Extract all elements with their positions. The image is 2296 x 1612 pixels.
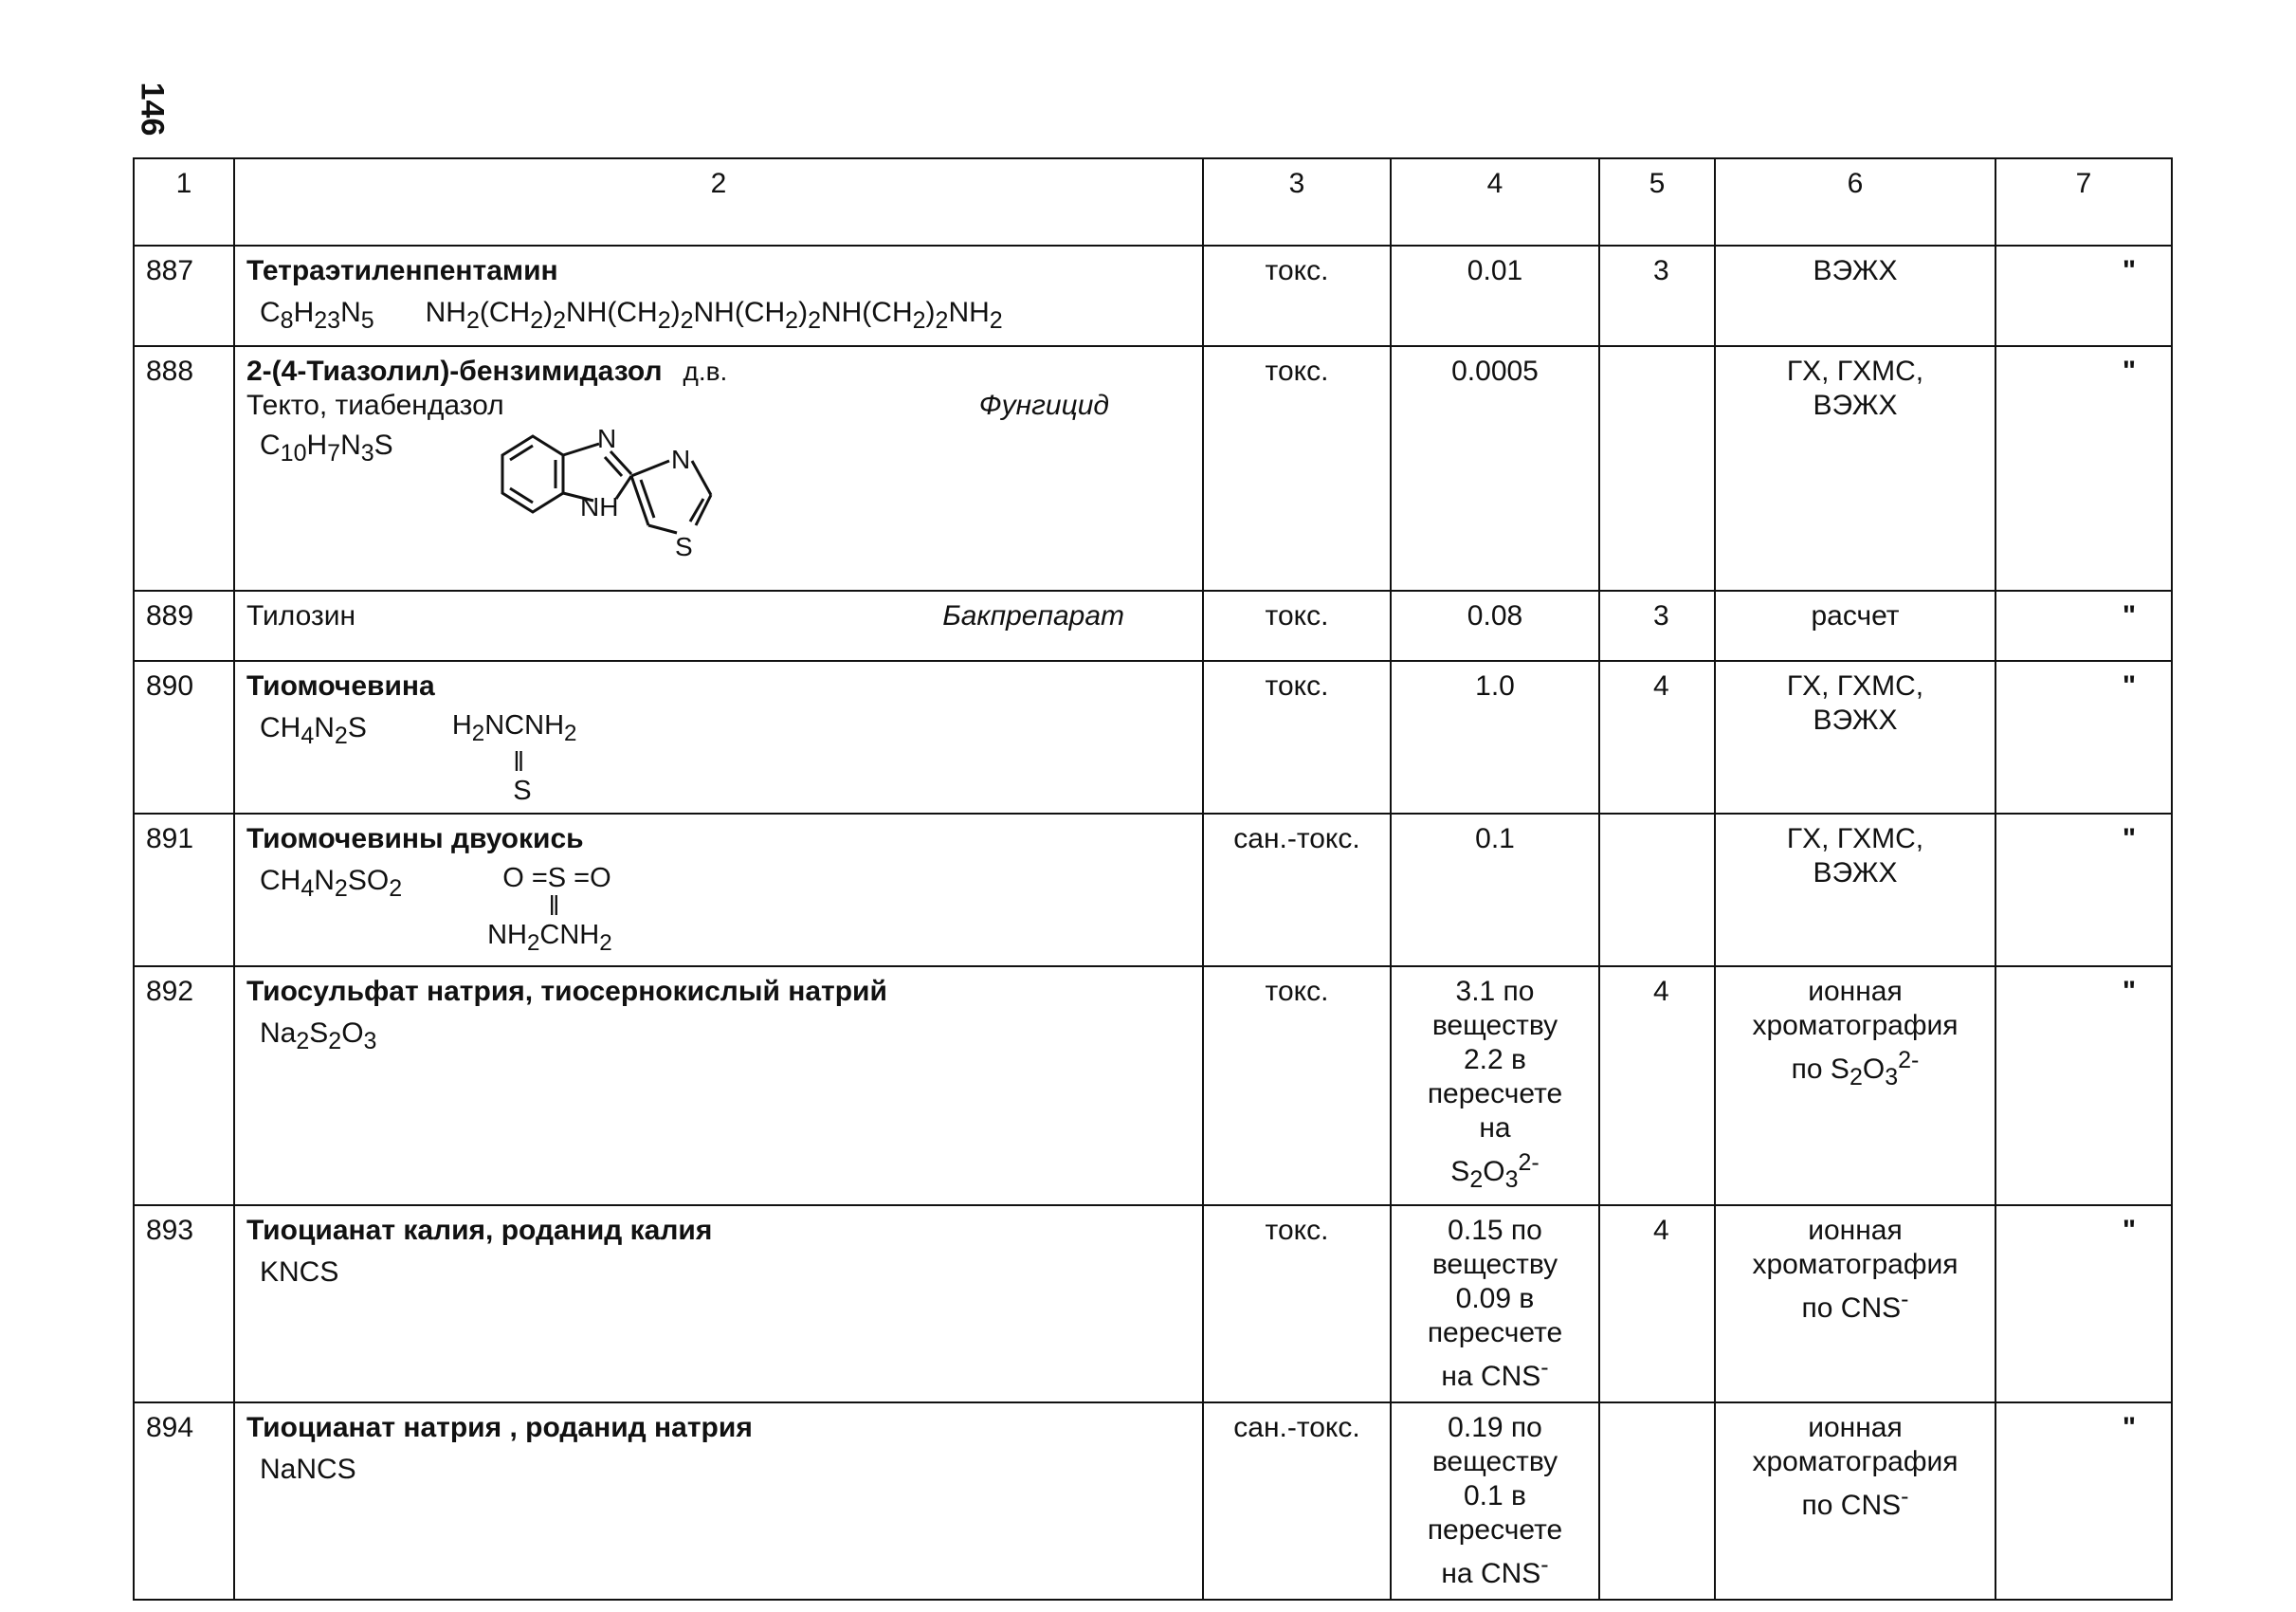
substance-name: 2-(4-Тиазолил)-бензимидазол [246,356,663,387]
substance-cell [234,661,1203,814]
class-cell: 4 [1599,661,1715,814]
class-cell: 4 [1599,966,1715,1205]
structural-formula: $NH_2(CH_2)_2NH(CH_2)_2NH(CH_2)_2NH(CH_2)_2NH_2$ [425,297,1003,334]
table-header-row [134,158,2172,246]
row-number: 894 [134,1402,234,1600]
ditto-mark: " [2122,975,2137,1007]
header-cell: 5 [1599,158,1715,246]
substance-name: Тилозин [246,600,356,632]
method-cell: ГХ, ГХМС, ВЭЖХ [1715,814,1995,966]
table-row [134,1205,2172,1402]
substance-name: Тиомочевины двуокись [246,822,584,854]
hazard-class-cell: токс. [1203,246,1391,346]
ditto-cell [1995,1402,2172,1600]
name-note: д.в. [683,357,728,386]
table-row [134,814,2172,966]
molecular-formula: KNCS [260,1255,339,1288]
value-cell: 0.1 [1391,814,1599,966]
substance-cell [234,591,1203,661]
method-cell: ионная хроматография по CNS- [1715,1205,1995,1402]
table-row [134,246,2172,346]
ditto-cell [1995,814,2172,966]
molecular-formula: $Na_2S_2O_3$ [260,1017,377,1054]
method-cell: расчет [1715,591,1995,661]
value-cell: 0.19 по веществу 0.1 в пересчете на CNS- [1391,1402,1599,1600]
usage-label: Бакпрепарат [942,600,1124,632]
header-cell: 7 [1995,158,2172,246]
ditto-mark: " [2122,255,2137,286]
substance-name: Тетраэтиленпентамин [246,255,558,286]
ditto-mark: " [2122,670,2137,702]
table-row [134,661,2172,814]
formula-line [246,711,1191,805]
value-cell: 0.15 по веществу 0.09 в пересчете на CNS- [1391,1205,1599,1402]
substance-name: Тиоцианат натрия , роданид натрия [246,1411,753,1443]
formula-line [246,864,1191,958]
usage-label: Фунгицид [978,390,1109,421]
substance-cell [234,1205,1203,1402]
molecular-formula: NaNCS [260,1453,356,1485]
class-cell [1599,1402,1715,1600]
ditto-mark: " [2122,1411,2137,1443]
table-row [134,591,2172,661]
molecular-formula: $C_8H_{23}N_5$ [260,297,374,334]
substance-cell [234,246,1203,346]
table-row [134,966,2172,1205]
value-cell: 0.0005 [1391,346,1599,591]
hazard-class-cell: токс. [1203,346,1391,591]
atom-label: N [597,424,617,453]
row-number: 892 [134,966,234,1205]
ditto-cell [1995,1205,2172,1402]
ditto-mark: " [2122,822,2137,854]
row-number: 893 [134,1205,234,1402]
value-cell: 1.0 [1391,661,1599,814]
method-cell: ионная хроматография по CNS- [1715,1402,1995,1600]
substance-name: Тиомочевина [246,670,435,702]
ditto-cell [1995,661,2172,814]
header-cell: 4 [1391,158,1599,246]
value-cell: 0.08 [1391,591,1599,661]
structural-formula: O =S =O ‖ $NH_2CNH_2$ [487,862,612,956]
ditto-mark: " [2122,1214,2137,1246]
header-cell: 3 [1203,158,1391,246]
class-cell [1599,346,1715,591]
class-cell: 4 [1599,1205,1715,1402]
value-cell: 0.01 [1391,246,1599,346]
method-cell: ВЭЖХ [1715,246,1995,346]
ditto-cell [1995,346,2172,591]
value-cell: 3.1 по веществу 2.2 в пересчете на $S_2O_3^{2-}$ [1391,966,1599,1205]
substance-name: Тиосульфат натрия, тиосернокислый натрий [246,975,887,1007]
class-cell: 3 [1599,246,1715,346]
header-cell: 6 [1715,158,1995,246]
atom-label: N [671,445,691,474]
substance-cell [234,814,1203,966]
ditto-cell [1995,246,2172,346]
method-cell: ГХ, ГХМС, ВЭЖХ [1715,346,1995,591]
atom-label: S [675,532,693,561]
molecular-formula: $C_{10}H_7N_3S$ [260,430,393,467]
molecular-formula: $CH_4N_2SO_2$ [260,864,403,902]
method-cell: ионная хроматография по $S_2O_3^{2-}$ [1715,966,1995,1205]
substances-table [133,157,2173,1601]
row-number: 889 [134,591,234,661]
ditto-mark: " [2122,600,2137,632]
header-cell: 2 [234,158,1203,246]
hazard-class-cell: токс. [1203,966,1391,1205]
synonyms: Текто, тиабендазол [246,390,504,421]
row-number: 890 [134,661,234,814]
hazard-class-cell: токс. [1203,591,1391,661]
substance-name: Тиоцианат калия, роданид калия [246,1214,713,1246]
method-cell: ГХ, ГХМС, ВЭЖХ [1715,661,1995,814]
hazard-class-cell: токс. [1203,661,1391,814]
formula-line [246,296,1191,338]
table-row [134,1402,2172,1600]
hazard-class-cell: токс. [1203,1205,1391,1402]
header-cell: 1 [134,158,234,246]
substance-cell [234,966,1203,1205]
hazard-class-cell: сан.-токс. [1203,1402,1391,1600]
structural-formula: $H_2NCNH_2$ ‖ S [451,710,577,806]
substance-name-line [246,599,1191,633]
atom-label: NH [580,492,619,522]
row-number: 888 [134,346,234,591]
table-row [134,346,2172,591]
substance-cell [234,1402,1203,1600]
ditto-mark: " [2122,356,2137,387]
thiabendazole-structure-diagram [474,417,777,569]
hazard-class-cell: сан.-токс. [1203,814,1391,966]
molecular-formula: $CH_4N_2S$ [260,712,367,749]
substance-name-line [246,355,1191,389]
substance-cell [234,346,1203,591]
page-number: 146 [134,82,171,137]
row-number: 887 [134,246,234,346]
ditto-cell [1995,591,2172,661]
class-cell [1599,814,1715,966]
structure-block [246,423,1191,565]
class-cell: 3 [1599,591,1715,661]
ditto-cell [1995,966,2172,1205]
row-number: 891 [134,814,234,966]
